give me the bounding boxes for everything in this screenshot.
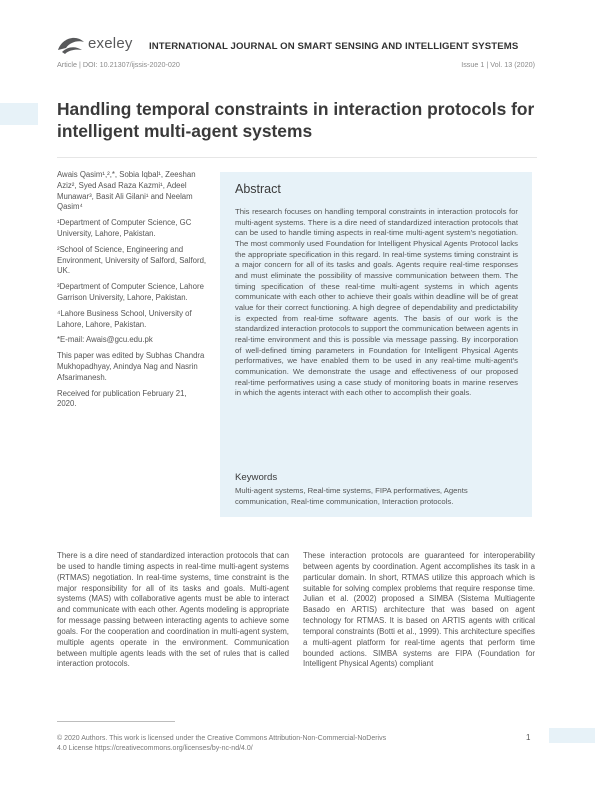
license-note: © 2020 Authors. This work is licensed under the Creative Commons Attribution-Non-Commercial-NoDerivs 4.0 License https://creativecommons.org/licenses/by-nc-nd/4.0/ — [57, 735, 387, 752]
title-divider — [57, 157, 537, 158]
issue-volume: Issue 1 | Vol. 13 (2020) — [461, 60, 535, 69]
author-info — [57, 170, 207, 415]
abstract-text: This research focuses on handling temporal constraints in interaction protocols for multi-agent systems. There is a dire need of standardized interaction protocols that can be used to handle timing aspects in real-time multi-agent system's negotiation. The most commonly used Foundation for Intelligent Physical Agents Protocol lacks the appropriate specification in this regard. In real-time systems timing constraint is a major concern for all of its tasks and goals. Agents require real-time responses and must eliminate the possibility of massive communication between them. The timing specification of these real-time multi-agent systems in which agents communicate with each other to achieve their goals within deadline will be of great value for their correct functioning. A high degree of dependability and predictability is expected from real-time software agents. The basis of our work is the standardized interaction protocols to support the communication between agents in real-time environment and this is possible via message passing. By incorporation of well-defined timing parameters in Foundation for Intelligent Physical Agents performatives, we have enabled them to be used in any real-time multi-agent's communication. We demonstrate the usage and effectiveness of our proposed real-time performatives using a case study of monitoring boats in marine reserves in which the agents interact with each other to accomplish their goals. — [235, 207, 518, 398]
received-date: Received for publication February 21, 2020. — [57, 388, 187, 409]
page-accent-tab — [549, 728, 595, 743]
body-column-left: There is a dire need of standardized interaction protocols that can be used to handle timing aspects in real-time multi-agent systems (RTMAS) negotiation. In real-time systems, time constraint is the major responsibility for all of its tasks and goals. Multi-agent systems (MAS) with collaborative agents must be able to interact and communicate with each other. Agents modeling is appropriate for message passing between interacting agents to achieve some goals. For the cooperation and coordination in multi-agent system, multiple agents operate in the environment. Communication between multiple agents leads with the set of rules that is called interaction protocols. — [57, 551, 289, 669]
exeley-logo-icon — [56, 34, 88, 56]
editor-note: This paper was edited by Subhas Chandra Mukhopadhyay, Anindya Nag and Nasrin Afsarimanesh. — [57, 351, 205, 382]
keywords-text: Multi-agent systems, Real-time systems, FIPA performatives, Agents communication, Real-time communication, Interaction protocols. — [235, 486, 468, 506]
page-number: 1 — [526, 733, 531, 742]
affiliation-3: ³Department of Computer Science, Lahore Garrison University, Lahore, Pakistan. — [57, 282, 204, 302]
author-names: Awais Qasim¹,²,*, Sobia Iqbal¹, Zeeshan Aziz², Syed Asad Raza Kazmi¹, Adeel Munawar³, Basit Ali Gilani¹ and Neelam Qasim⁴ — [57, 170, 196, 212]
footnote-divider — [57, 721, 175, 722]
abstract-heading: Abstract — [235, 182, 281, 196]
brand-name: exeley — [88, 35, 133, 52]
keywords-heading: Keywords — [235, 472, 278, 483]
article-doi: Article | DOI: 10.21307/ijssis-2020-020 — [57, 60, 180, 69]
journal-title: INTERNATIONAL JOURNAL ON SMART SENSING AND INTELLIGENT SYSTEMS — [149, 41, 519, 52]
paper-title: Handling temporal constraints in interaction protocols for intelligent multi-agent systems — [57, 99, 535, 141]
affiliation-4: ⁴Lahore Business School, University of Lahore, Lahore, Pakistan. — [57, 308, 192, 329]
affiliation-1: ¹Department of Computer Science, GC University, Lahore, Pakistan. — [57, 218, 192, 238]
affiliation-2: ²School of Science, Engineering and Environment, University of Salford, Salford, UK. — [57, 244, 207, 276]
body-column-right: These interaction protocols are guaranteed for interoperability between agents by coordination. Agent accomplishes its task in a particular domain. In short, RTMAS utilize this approach which is suitable for solving complex problems that require response time. Julian et al. (2002) proposed a SIMBA (Sistema Multiagente Basado en ARTIS) architecture that was based on agent technology for RTMAS. It is based on ARTIS agents with critical temporal constraints (Botti et al., 1999). This architecture specifies a multi-agent platform for real-time agents that perform time bounded actions. SIMBA systems are FIPA (Foundation for Intelligent Physical Agents) compliant — [303, 551, 535, 669]
corresponding-email: *E-mail: Awais@gcu.edu.pk — [57, 335, 153, 345]
side-accent-tab — [0, 103, 38, 125]
